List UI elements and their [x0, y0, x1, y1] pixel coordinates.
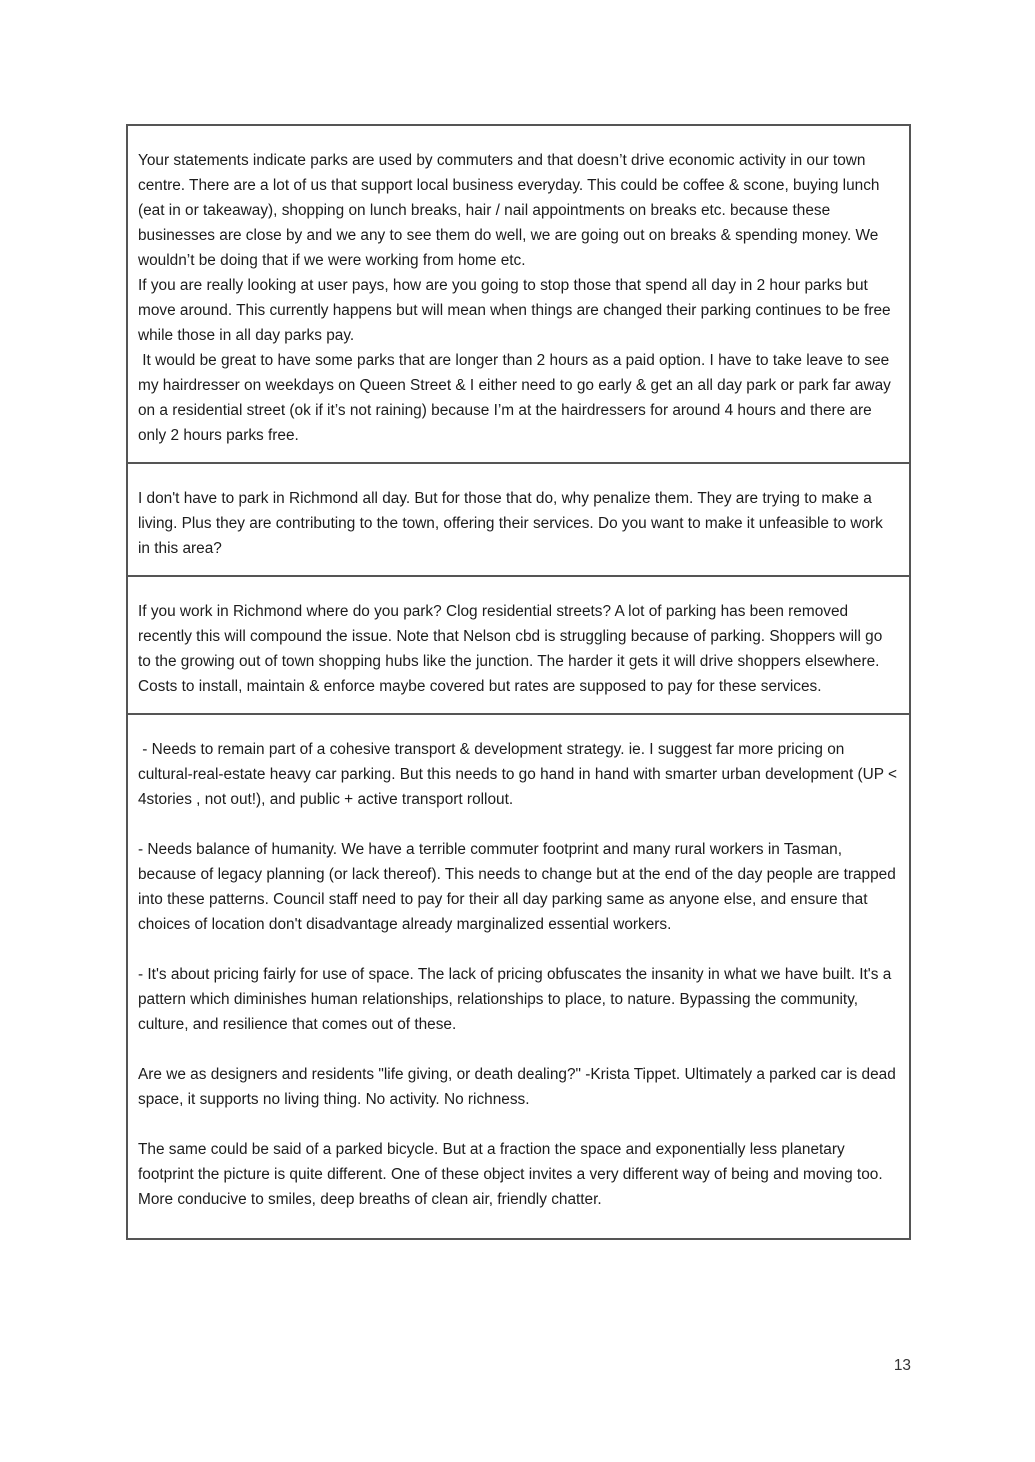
comment-cell-4	[128, 715, 909, 1238]
comment-3-paragraph-1: If you work in Richmond where do you park? Clog residential streets? A lot of parking has been removed recently this will compound the issue. Note that Nelson cbd is struggling because of parking. Shoppers will go to the growing out of town shopping hubs like the junction. The harder it gets it will drive shoppers elsewhere. Costs to install, maintain & enforce maybe covered but rates are supposed to pay for these services.	[138, 603, 883, 695]
comment-4-paragraph-4: Are we as designers and residents "life giving, or death dealing?" -Krista Tippet. Ultimately a parked car is dead space, it supports no living thing. No activity. No richness.	[138, 1066, 896, 1108]
comment-cell-2	[128, 464, 909, 577]
comment-cell-1	[128, 126, 909, 464]
comment-1-paragraph-3: It would be great to have some parks that are longer than 2 hours as a paid option. I have to take leave to see my hairdresser on weekdays on Queen Street & I either need to go early & get an all day park or park far away on a residential street (ok if it’s not raining) because I’m at the hairdressers for around 4 hours and there are only 2 hours parks free.	[138, 352, 891, 444]
comment-4-paragraph-2: - Needs balance of humanity. We have a terrible commuter footprint and many rural workers in Tasman, because of legacy planning (or lack thereof). This needs to change but at the end of the day people are trapped into these patterns. Council staff need to pay for their all day parking same as anyone else, and ensure that choices of location don't disadvantage already marginalized essential workers.	[138, 841, 896, 933]
comment-4-paragraph-1: - Needs to remain part of a cohesive transport & development strategy. ie. I suggest far more pricing on cultural-real-estate heavy car parking. But this needs to go hand in hand with smarter urban development (UP < 4stories , not out!), and public + active transport rollout.	[138, 741, 897, 808]
comment-2-paragraph-1: I don't have to park in Richmond all day. But for those that do, why penalize them. They are trying to make a living. Plus they are contributing to the town, offering their services. Do you want to make it unfeasible to work in this area?	[138, 490, 883, 557]
page-number: 13	[893, 1357, 911, 1374]
comment-4-paragraph-5: The same could be said of a parked bicycle. But at a fraction the space and exponentially less planetary footprint the picture is quite different. One of these object invites a very different way of being and moving too. More conducive to smiles, deep breaths of clean air, friendly chatter.	[138, 1141, 883, 1208]
comments-table	[126, 124, 911, 1240]
comment-4-paragraph-3: - It's about pricing fairly for use of space. The lack of pricing obfuscates the insanity in what we have built. It's a pattern which diminishes human relationships, relationships to place, to nature. Bypassing the community, culture, and resilience that comes out of these.	[138, 966, 892, 1033]
comment-1-paragraph-1: Your statements indicate parks are used by commuters and that doesn’t drive economic activity in our town centre. There are a lot of us that support local business everyday. This could be coffee & scone, buying lunch (eat in or takeaway), shopping on lunch breaks, hair / nail appointments on breaks etc. because these businesses are close by and we any to see them do well, we are going out on breaks & spending money. We wouldn’t be doing that if we were working from home etc.	[138, 152, 880, 269]
comment-1-paragraph-2: If you are really looking at user pays, how are you going to stop those that spend all day in 2 hour parks but move around. This currently happens but will mean when things are changed their parking continues to be free while those in all day parks pay.	[138, 277, 891, 344]
comment-cell-3	[128, 577, 909, 715]
